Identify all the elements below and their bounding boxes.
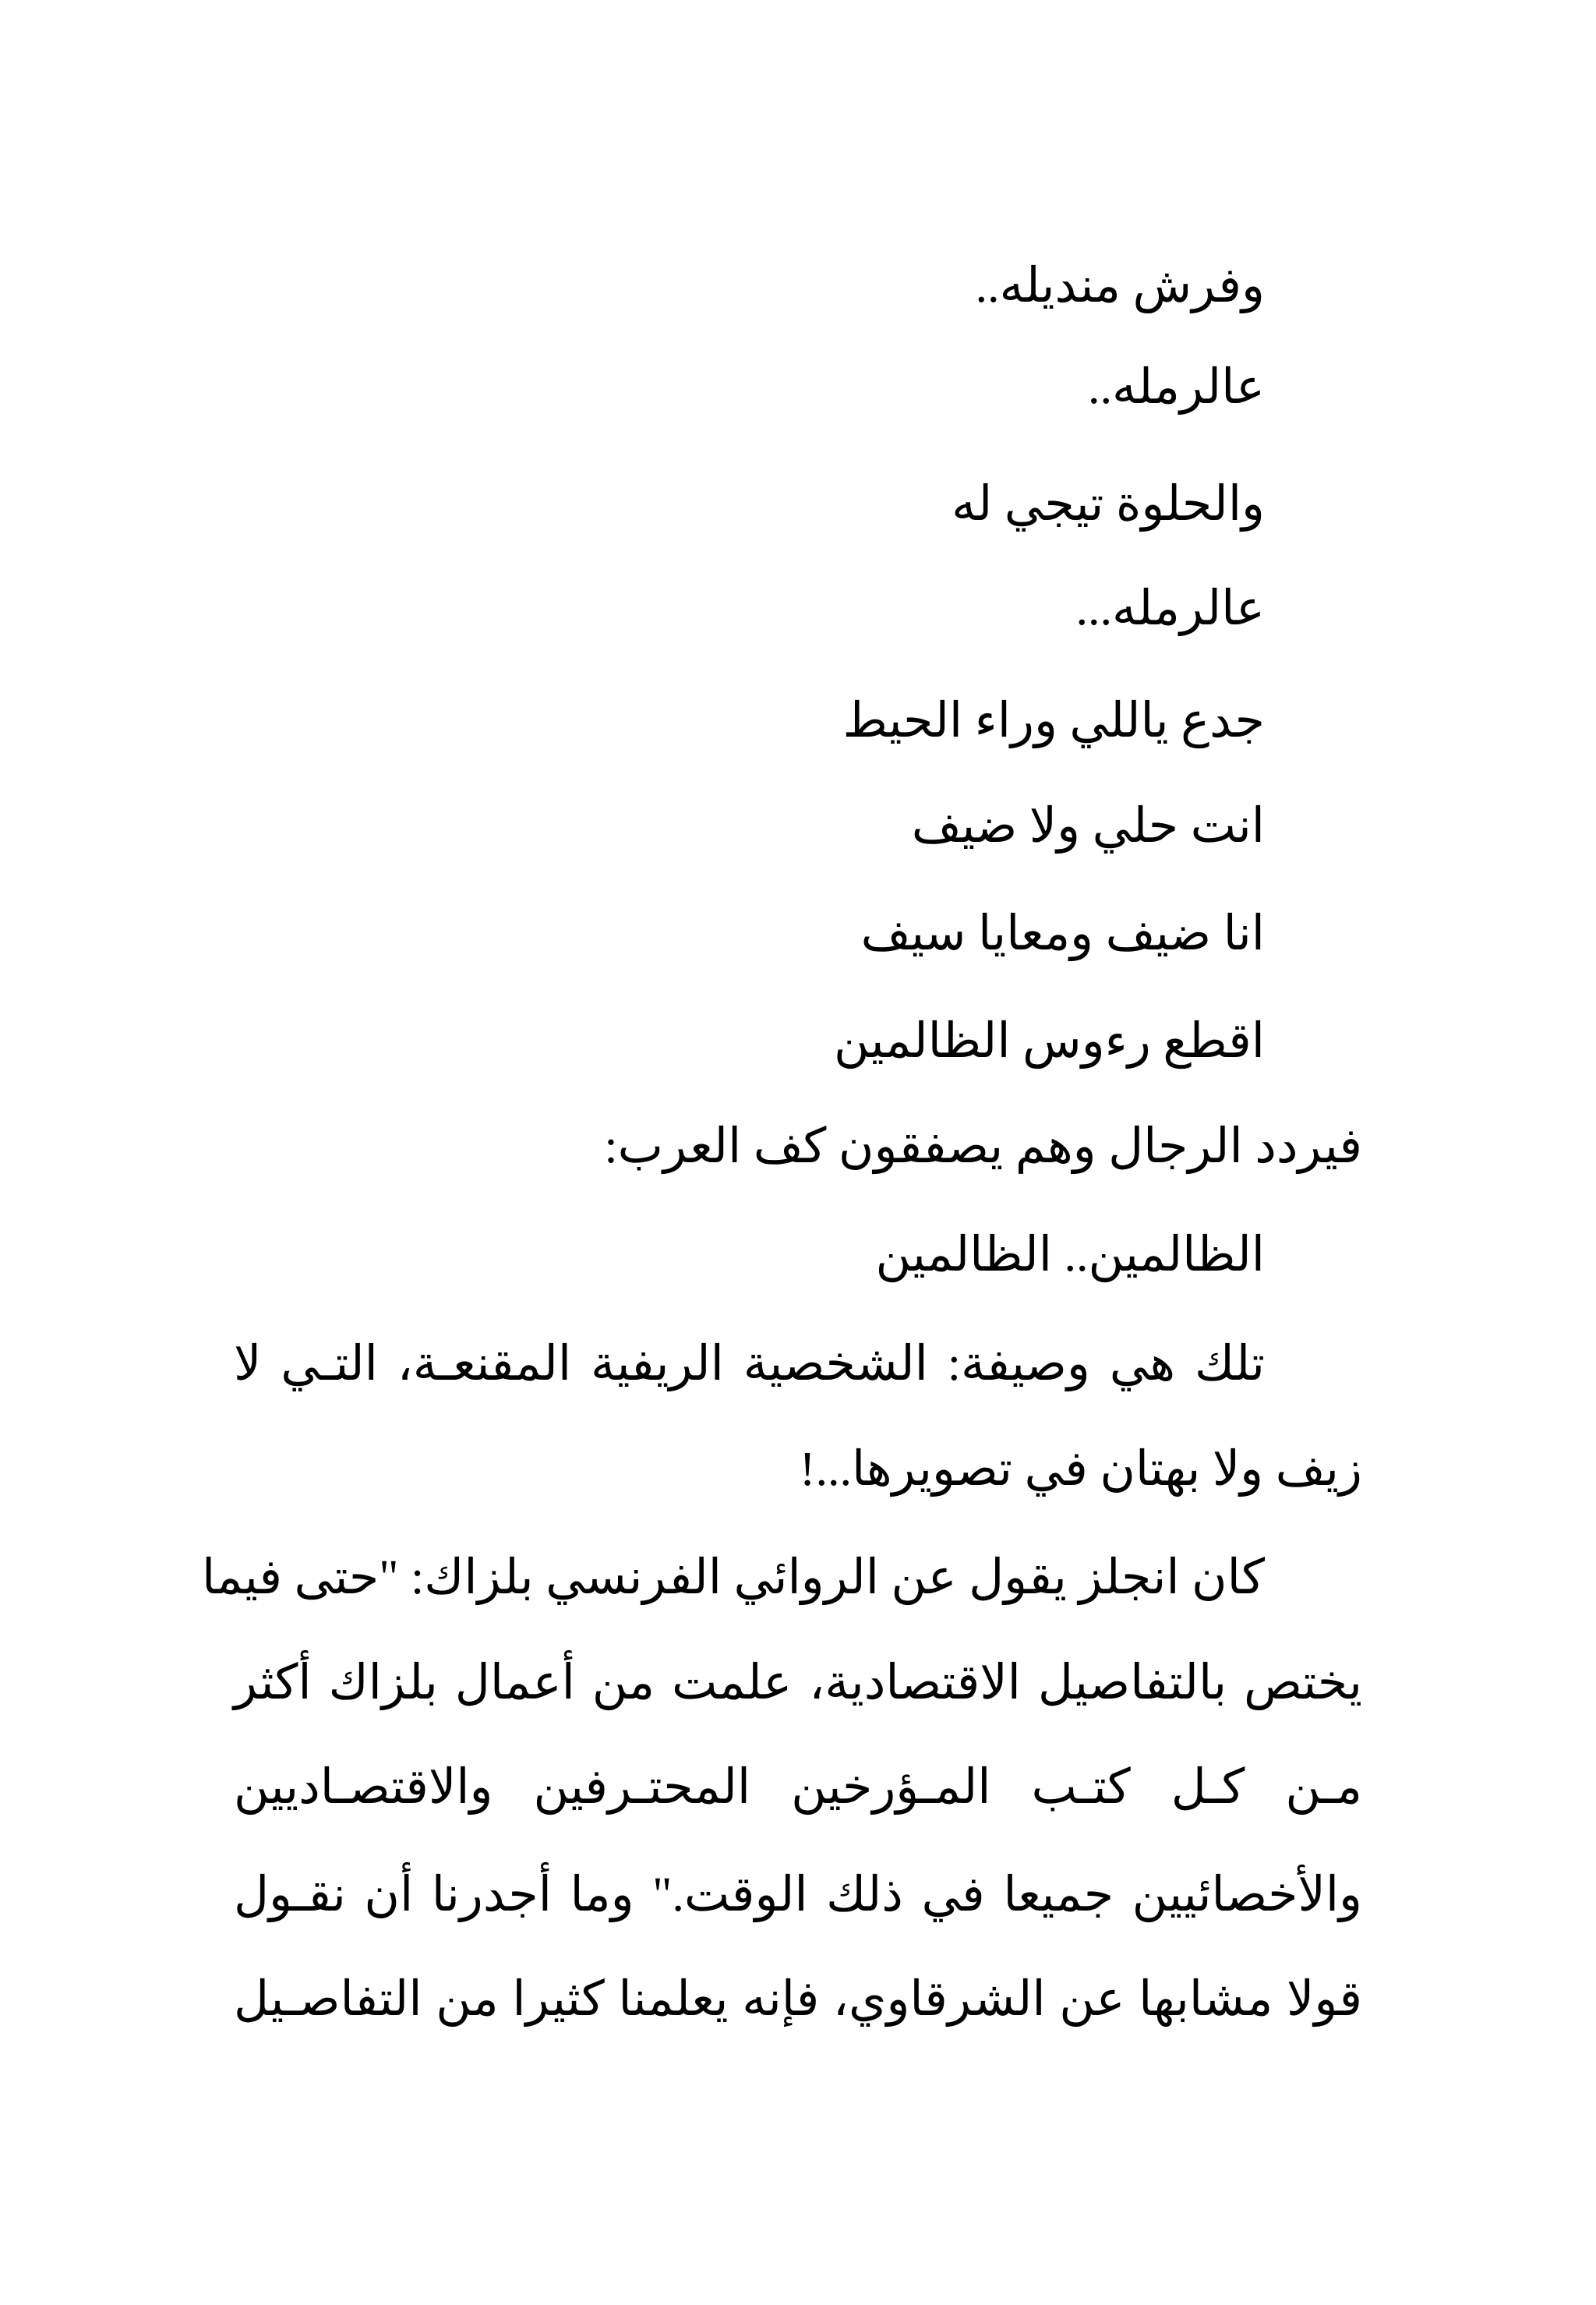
- poem-line: عالرمله...: [1075, 582, 1265, 635]
- poem-line: انا ضيف ومعايا سيف: [860, 907, 1265, 960]
- paragraph-line: مـن كـل كتـب المـؤرخين المحتـرفين والاقتصـاديين: [234, 1761, 1362, 1814]
- poem-line: جدع ياللي وراء الحيط: [842, 695, 1265, 748]
- poem-line: عالرمله..: [1088, 361, 1265, 414]
- paragraph-line: كان انجلز يقول عن الروائي الفرنسي بلزاك: "حتى فيما: [201, 1551, 1265, 1604]
- poem-line: والحلوة تيجي له: [952, 478, 1265, 531]
- paragraph-line: يختص بالتفاصيل الاقتصادية، علمت من أعمال بلزاك أكثر: [234, 1656, 1362, 1709]
- poem-line: انت حلي ولا ضيف: [911, 800, 1265, 853]
- paragraph-line: تلك هي وصيفة: الشخصية الريفية المقنعـة، التـي لا: [234, 1338, 1265, 1391]
- poem-line: وفرش منديله..: [975, 260, 1265, 313]
- paragraph-line: قولا مشابها عن الشرقاوي، فإنه يعلمنا كثيرا من التفاصـيل: [234, 1973, 1362, 2026]
- poem-line: اقطع رءوس الظالمين: [834, 1015, 1265, 1068]
- paragraph-line: والأخصائيين جميعا في ذلك الوقت." وما أجدرنا أن نقـول: [234, 1868, 1362, 1921]
- narration-intro: فيردد الرجال وهم يصفقون كف العرب:: [604, 1120, 1362, 1173]
- paragraph-line: زيف ولا بهتان في تصويرها...!: [799, 1443, 1362, 1496]
- refrain-line: الظالمين.. الظالمين: [875, 1229, 1265, 1282]
